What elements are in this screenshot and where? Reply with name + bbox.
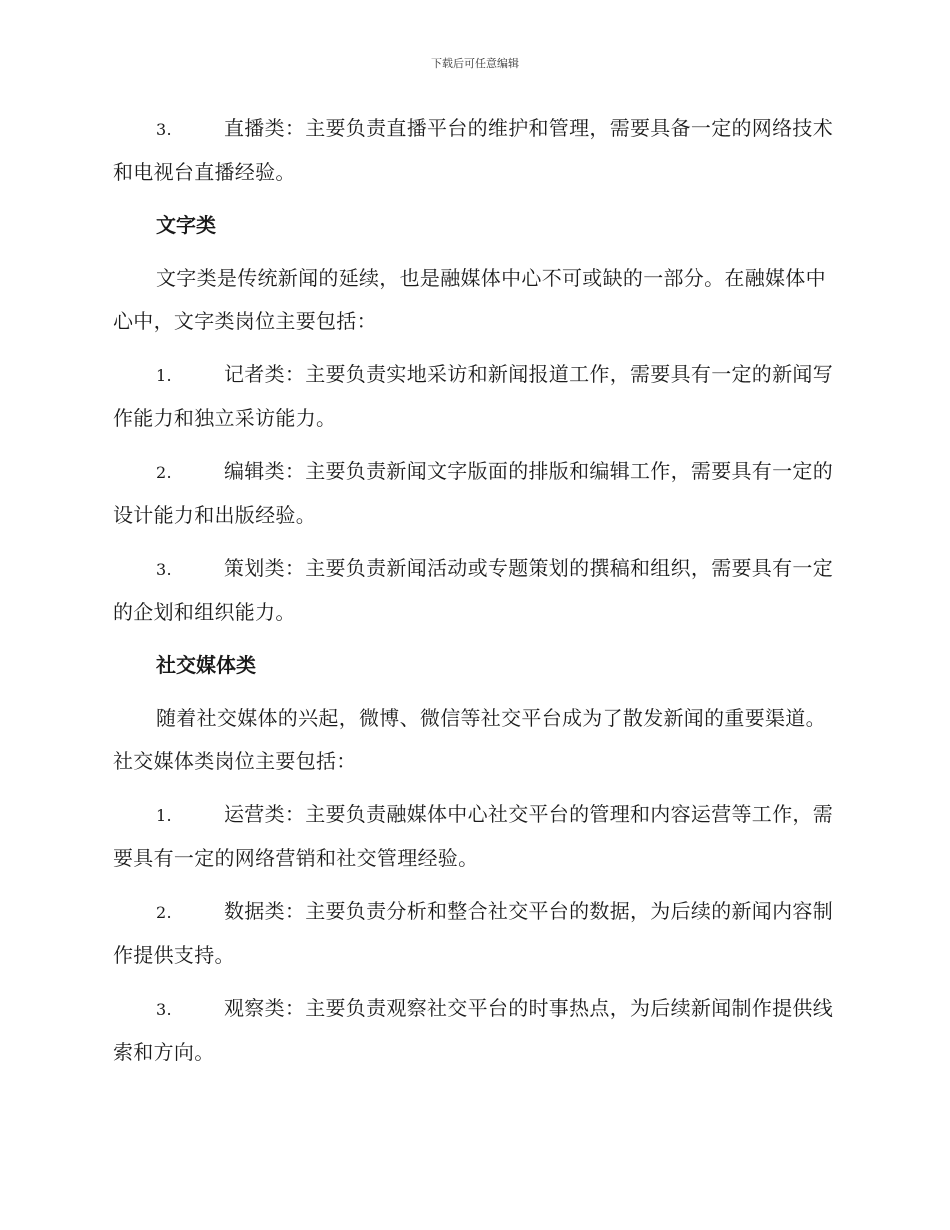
list-item (113, 353, 833, 440)
list-item (113, 793, 833, 880)
list-item-number: 1. (156, 366, 172, 385)
list-item (113, 890, 833, 977)
section-heading: 社交媒体类 (156, 653, 256, 677)
list-item-text: 编辑类：主要负责新闻文字版面的排版和编辑工作，需要具有一定的设计能力和出版经验。 (113, 459, 833, 527)
list-item (113, 987, 833, 1074)
list-item (113, 450, 833, 537)
paragraph: 文字类是传统新闻的延续，也是融媒体中心不可或缺的一部分。在融媒体中心中，文字类岗位主要包括： (113, 266, 826, 333)
list-item-number: 2. (156, 903, 172, 922)
list-item-text: 策划类：主要负责新闻活动或专题策划的撰稿和组织，需要具有一定的企划和组织能力。 (113, 556, 833, 624)
page-header: 下载后可任意编辑 (431, 57, 519, 70)
list-item-text: 运营类：主要负责融媒体中心社交平台的管理和内容运营等工作，需要具有一定的网络营销和社交管理经验。 (113, 802, 833, 870)
paragraph: 随着社交媒体的兴起，微博、微信等社交平台成为了散发新闻的重要渠道。社交媒体类岗位主要包括： (113, 706, 826, 773)
list-item-number: 3. (156, 560, 172, 579)
list-item-text: 观察类：主要负责观察社交平台的时事热点，为后续新闻制作提供线索和方向。 (113, 996, 833, 1064)
list-item-text: 记者类：主要负责实地采访和新闻报道工作，需要具有一定的新闻写作能力和独立采访能力。 (113, 362, 833, 430)
section-heading: 文字类 (156, 213, 216, 237)
list-item-text: 数据类：主要负责分析和整合社交平台的数据，为后续的新闻内容制作提供支持。 (113, 899, 833, 967)
list-item-text: 直播类：主要负责直播平台的维护和管理，需要具备一定的网络技术和电视台直播经验。 (113, 116, 833, 184)
list-item-number: 3. (156, 1000, 172, 1019)
list-item (113, 107, 833, 194)
list-item (113, 547, 833, 634)
list-item-number: 3. (156, 120, 172, 139)
document-body (113, 107, 833, 1084)
list-item-number: 2. (156, 463, 172, 482)
list-item-number: 1. (156, 806, 172, 825)
